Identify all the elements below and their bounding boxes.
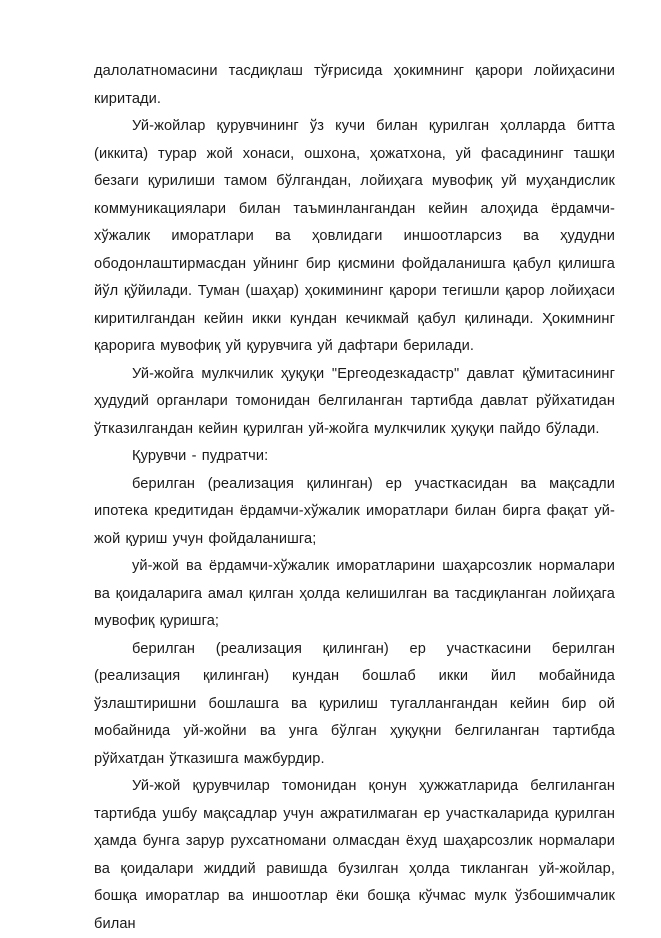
paragraph-1: далолатномасини тасдиқлаш тўғрисида ҳокимнинг қарори лойиҳасини киритади. [94, 63, 615, 107]
paragraph-6: уй-жой ва ёрдамчи-хўжалик иморатларини шаҳарсозлик нормалари ва қоидаларига амал қилган ҳолда келишилган ва тасдиқланган лойиҳага мувофиқ қуришга; [94, 558, 615, 629]
paragraph-3: Уй-жойга мулкчилик ҳуқуқи "Ергеодезкадастр" давлат қўмитасининг ҳудудий органлари томонидан белгиланган тартибда давлат рўйхатидан ўтказилгандан кейин қурилган уй-жойга мулкчилик ҳуқуқи пайдо бўлади. [94, 365, 615, 437]
paragraph-7: берилган (реализация қилинган) ер участкасини берилган (реализация қилинган) кундан бошлаб икки йил мобайнида ўзлаштиришни бошлашга ва қурилиш тугаллангандан кейин бир ой мобайнида уй-жойни ва унга бўлган ҳуқуқни белгиланган тартибда рўйхатдан ўтказишга мажбурдир. [94, 640, 615, 767]
paragraph-4: Қурувчи - пудратчи: [132, 448, 269, 464]
paragraph-2: Уй-жойлар қурувчининг ўз кучи билан қурилган ҳолларда битта (иккита) турар жой хонаси, ошхона, ҳожатхона, уй фасадининг ташқи безаги қурилиши тамом бўлгандан, лойиҳага мувофиқ уй муҳандислик коммуникациялари билан таъминлангандан кейин алоҳида ёрдамчи-хўжалик иморатлари ва ҳовлидаги иншоотларсиз ва ҳудудни ободонлаштирмасдан уйнинг бир қисмини фойдаланишга қабул қилишга йўл қўйилади. Туман (шаҳар) ҳокимининг қарори тегишли қарор лойиҳаси киритилгандан кейин икки кундан кечикмай қабул қилинади. Ҳокимнинг қарорига мувофиқ уй қурувчига уй дафтари берилади. [94, 118, 615, 354]
paragraph-5: берилган (реализация қилинган) ер участкасидан ва мақсадли ипотека кредитидан ёрдамчи-хўжалик иморатлари билан бирга фақат уй-жой қуриш учун фойдаланишга; [94, 475, 615, 547]
document-page [94, 58, 615, 938]
paragraph-8: Уй-жой қурувчилар томонидан қонун ҳужжатларида белгиланган тартибда ушбу мақсадлар учун ажратилмаган ер участкаларида қурилган ҳамда бунга зарур рухсатномани олмасдан ёхуд шаҳарсозлик нормалари ва қоидалари жиддий равишда бузилган ҳолда тикланган уй-жойлар, бошқа иморатлар ва иншоотлар ёки бошқа кўчмас мулк ўзбошимчалик билан [94, 778, 615, 932]
